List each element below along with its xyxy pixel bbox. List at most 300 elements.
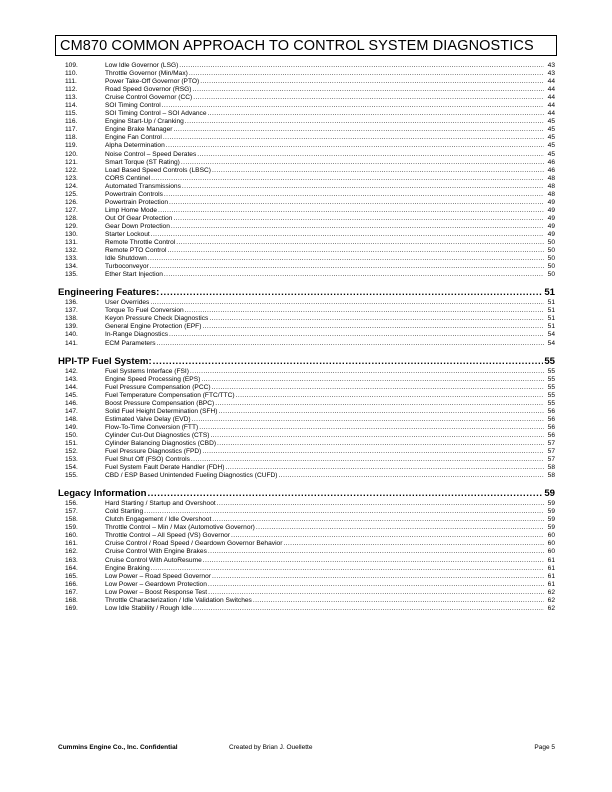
toc-entry-page: 50: [547, 271, 555, 279]
toc-entry-number: 135.: [65, 271, 78, 279]
toc-entry-page: 48: [547, 174, 555, 182]
footer-confidential: Cummins Engine Co., Inc. Confidential: [58, 744, 178, 751]
document-title: CM870 COMMON APPROACH TO CONTROL SYSTEM DIAGNOSTICS: [60, 38, 534, 54]
toc-entry-number: 167.: [65, 588, 78, 596]
toc-entry-label: Cruise Control With AutoResume: [105, 556, 202, 564]
toc-entry-number: 120.: [65, 150, 78, 158]
toc-entry-page: 60: [547, 532, 555, 540]
toc-entry-label: Cruise Control With Engine Brakes: [105, 548, 207, 556]
toc-entry[interactable]: [58, 263, 555, 271]
toc-entry-page: 57: [547, 439, 555, 447]
dot-leader: [185, 307, 544, 315]
dot-leader: [217, 440, 544, 448]
toc-entry-label: Clutch Engagement / Idle Overshoot: [105, 516, 212, 524]
toc-entry-number: 131.: [65, 239, 78, 247]
toc-entry-label: Out Of Gear Protection: [105, 214, 173, 222]
toc-entry-label: Fuel Systems Interface (FSI): [105, 367, 189, 375]
toc-entry-label: Power Take-Off Governor (PTO): [105, 78, 200, 86]
toc-entry-page: 51: [547, 323, 555, 331]
toc-entry[interactable]: [58, 118, 555, 126]
toc-entry-label: Flow-To-Time Conversion (FTT): [105, 423, 199, 431]
toc-entry-number: 162.: [65, 548, 78, 556]
toc-entry-page: 62: [547, 604, 555, 612]
dot-leader: [171, 223, 544, 231]
toc-entry-label: Fuel Pressure Compensation (PCC): [105, 383, 211, 391]
toc-entry-label: Engine Start-Up / Cranking: [105, 118, 184, 126]
dot-leader: [225, 464, 544, 472]
toc-entry-number: 129.: [65, 222, 78, 230]
toc-entry-page: 50: [547, 247, 555, 255]
toc-entry-page: 58: [547, 464, 555, 472]
toc-entry-label: Cruise Control / Road Speed / Geardown Governor Behavior: [105, 540, 283, 548]
toc-entry-label: ECM Parameters: [105, 339, 156, 347]
toc-entry-page: 55: [547, 367, 555, 375]
toc-entry-page: 55: [547, 375, 555, 383]
toc-entry-number: 121.: [65, 158, 78, 166]
toc-entry[interactable]: [58, 340, 555, 348]
toc-entry-label: Low Power – Road Speed Governor: [105, 572, 211, 580]
toc-entry-number: 126.: [65, 198, 78, 206]
toc-entry-number: 146.: [65, 399, 78, 407]
toc-entry[interactable]: [58, 323, 555, 331]
toc-entry-number: 140.: [65, 331, 78, 339]
toc-entry-number: 155.: [65, 472, 78, 480]
toc-entry-page: 44: [547, 94, 555, 102]
toc-entry-label: Cruise Control Governor (CC): [105, 94, 193, 102]
toc-entry[interactable]: [58, 540, 555, 548]
toc-entry-page: 43: [547, 70, 555, 78]
dot-leader: [193, 86, 545, 94]
toc-entry[interactable]: [58, 126, 555, 134]
toc-entry[interactable]: [58, 167, 555, 175]
toc-entry-label: Solid Fuel Height Determination (SFH): [105, 407, 218, 415]
toc-entry[interactable]: [58, 199, 555, 207]
dot-leader: [202, 323, 544, 331]
dot-leader: [151, 231, 544, 239]
toc-entry-label: Engine Braking: [105, 564, 150, 572]
toc-entry[interactable]: [58, 223, 555, 231]
toc-entry-number: 165.: [65, 572, 78, 580]
toc-entry-page: 49: [547, 222, 555, 230]
toc-entry-label: CBD / ESP Based Unintended Fueling Diagnostics (CUFD): [105, 472, 278, 480]
toc-entry-number: 151.: [65, 439, 78, 447]
section-heading[interactable]: [58, 356, 555, 368]
dot-leader: [208, 110, 544, 118]
toc-entry-label: Estimated Valve Delay (EVD): [105, 415, 191, 423]
toc-entry[interactable]: [58, 464, 555, 472]
dot-leader: [176, 239, 544, 247]
toc-entry-number: 154.: [65, 464, 78, 472]
toc-entry-label: Remote Throttle Control: [105, 239, 176, 247]
toc-entry[interactable]: [58, 299, 555, 307]
dot-leader: [201, 376, 544, 384]
toc-entry-page: 57: [547, 448, 555, 456]
toc-entry-number: 116.: [65, 118, 78, 126]
toc-entry-number: 143.: [65, 375, 78, 383]
toc-entry-label: Remote PTO Control: [105, 247, 167, 255]
toc-entry-number: 156.: [65, 500, 78, 508]
toc-entry-page: 50: [547, 255, 555, 263]
dot-leader: [210, 432, 544, 440]
toc-entry-number: 137.: [65, 307, 78, 315]
toc-entry-page: 51: [547, 315, 555, 323]
document-header: [55, 35, 557, 56]
toc-entry-page: 45: [547, 118, 555, 126]
dot-leader: [200, 78, 544, 86]
toc-entry-number: 138.: [65, 315, 78, 323]
toc-entry[interactable]: [58, 456, 555, 464]
toc-entry-number: 160.: [65, 532, 78, 540]
toc-entry-page: 54: [547, 331, 555, 339]
toc-entry-number: 163.: [65, 556, 78, 564]
toc-entry-label: Throttle Control – Min / Max (Automotive Governor): [105, 524, 255, 532]
toc-entry-label: General Engine Protection (EPF): [105, 323, 202, 331]
toc-entry-number: 159.: [65, 524, 78, 532]
dot-leader: [169, 199, 544, 207]
toc-entry-label: Cylinder Balancing Diagnostics (CBD): [105, 439, 217, 447]
toc-entry-page: 56: [547, 423, 555, 431]
toc-entry[interactable]: [58, 315, 555, 323]
dot-leader: [162, 102, 544, 110]
toc-entry-label: Throttle Governor (Min/Max): [105, 70, 188, 78]
toc-entry-page: 58: [547, 472, 555, 480]
toc-entry[interactable]: [58, 432, 555, 440]
toc-entry-page: 54: [547, 339, 555, 347]
section-heading[interactable]: [58, 287, 555, 299]
toc-entry-label: Throttle Characterization / Idle Validation Switches: [105, 596, 252, 604]
toc-entry-page: 59: [547, 508, 555, 516]
toc-entry-number: 113.: [65, 94, 78, 102]
toc-entry-number: 109.: [65, 62, 78, 69]
toc-entry-number: 149.: [65, 423, 78, 431]
toc-entry[interactable]: [58, 368, 555, 376]
toc-entry[interactable]: [58, 400, 555, 408]
dot-leader: [153, 356, 544, 368]
dot-leader: [151, 565, 544, 573]
toc-entry-page: 59: [547, 500, 555, 508]
dot-leader: [202, 448, 544, 456]
toc-entry[interactable]: [58, 175, 555, 183]
dot-leader: [253, 597, 544, 605]
toc-entry[interactable]: [58, 331, 555, 339]
toc-entry[interactable]: [58, 307, 555, 315]
dot-leader: [182, 183, 544, 191]
section-heading-page: 51: [544, 287, 555, 299]
toc-entry[interactable]: [58, 597, 555, 605]
toc-entry-label: Load Based Speed Controls (LBSC): [105, 166, 211, 174]
toc-entry-number: 117.: [65, 126, 78, 134]
toc-entry-page: 61: [547, 572, 555, 580]
dot-leader: [150, 263, 544, 271]
toc-entry-number: 114.: [65, 102, 78, 110]
dot-leader: [158, 207, 544, 215]
toc-entry-label: Fuel Pressure Diagnostics (FPD): [105, 448, 202, 456]
toc-entry[interactable]: [58, 508, 555, 516]
toc-entry[interactable]: [58, 605, 555, 613]
toc-entry-label: Boost Pressure Compensation (BPC): [105, 399, 215, 407]
dot-leader: [215, 400, 544, 408]
dot-leader: [256, 524, 544, 532]
dot-leader: [199, 424, 544, 432]
dot-leader: [150, 299, 544, 307]
dot-leader: [164, 191, 544, 199]
dot-leader: [193, 605, 544, 613]
toc-entry[interactable]: [58, 548, 555, 556]
dot-leader: [212, 516, 544, 524]
toc-entry-page: 45: [547, 134, 555, 142]
toc-entry-label: Smart Torque (ST Rating): [105, 158, 180, 166]
dot-leader: [190, 368, 544, 376]
toc-entry-page: 48: [547, 182, 555, 190]
toc-entry-page: 49: [547, 198, 555, 206]
toc-entry-number: 153.: [65, 456, 78, 464]
toc-entry-page: 59: [547, 524, 555, 532]
toc-entry[interactable]: [58, 142, 555, 150]
toc-entry[interactable]: [58, 255, 555, 263]
page-footer: [58, 744, 555, 754]
toc-entry-label: Fuel System Fault Derate Handler (FDH): [105, 464, 225, 472]
toc-entry[interactable]: [58, 271, 555, 279]
toc-entry-label: Idle Shutdown: [105, 255, 147, 263]
toc-entry-number: 118.: [65, 134, 78, 142]
toc-entry[interactable]: [58, 589, 555, 597]
toc-entry-number: 164.: [65, 564, 78, 572]
toc-entry[interactable]: [58, 573, 555, 581]
toc-entry[interactable]: [58, 565, 555, 573]
dot-leader: [148, 488, 544, 500]
toc-entry-number: 133.: [65, 255, 78, 263]
dot-leader: [193, 94, 544, 102]
toc-entry-label: Alpha Determination: [105, 142, 165, 150]
toc-entry-label: Low Idle Governor (LSG): [105, 62, 179, 69]
toc-entry[interactable]: [58, 392, 555, 400]
toc-entry-number: 147.: [65, 407, 78, 415]
toc-entry[interactable]: [58, 408, 555, 416]
toc-entry-page: 44: [547, 86, 555, 94]
toc-entry-label: Road Speed Governor (RSG): [105, 86, 192, 94]
toc-entry-label: Torque To Fuel Conversion: [105, 307, 184, 315]
toc-entry[interactable]: [58, 86, 555, 94]
toc-entry-number: 145.: [65, 391, 78, 399]
toc-entry-page: 56: [547, 431, 555, 439]
toc-entry-number: 150.: [65, 431, 78, 439]
section-heading-page: 55: [544, 355, 555, 367]
dot-leader: [164, 271, 544, 279]
section-heading-label: Engineering Features:: [58, 287, 160, 299]
toc-entry-label: Throttle Control – All Speed (VS) Governor: [105, 532, 230, 540]
toc-entry-page: 57: [547, 456, 555, 464]
dot-leader: [212, 573, 544, 581]
toc-entry[interactable]: [58, 110, 555, 118]
toc-entry-page: 44: [547, 78, 555, 86]
toc-entry-number: 134.: [65, 263, 78, 271]
toc-entry-number: 144.: [65, 383, 78, 391]
dot-leader: [212, 384, 544, 392]
dot-leader: [192, 416, 544, 424]
toc-entry-label: Ether Start Injection: [105, 271, 163, 279]
toc-entry[interactable]: [58, 516, 555, 524]
section-heading-label: HPI-TP Fuel System:: [58, 355, 152, 367]
toc-entry[interactable]: [58, 500, 555, 508]
toc-entry-page: 61: [547, 580, 555, 588]
toc-entry-label: Low Idle Stability / Rough Idle: [105, 604, 192, 612]
footer-author: Created by Brian J. Ouellette: [229, 744, 313, 751]
dot-leader: [157, 340, 544, 348]
dot-leader: [279, 472, 545, 480]
toc-entry[interactable]: [58, 151, 555, 159]
toc-entry-label: User Overrides: [105, 299, 150, 307]
toc-entry-page: 43: [547, 62, 555, 69]
toc-entry-number: 115.: [65, 110, 78, 118]
toc-entry-number: 119.: [65, 142, 78, 150]
toc-entry[interactable]: [58, 215, 555, 223]
toc-entry[interactable]: [58, 532, 555, 540]
toc-entry-page: 44: [547, 110, 555, 118]
toc-entry-number: 157.: [65, 508, 78, 516]
toc-entry-label: Gear Down Protection: [105, 222, 170, 230]
toc-entry-page: 59: [547, 516, 555, 524]
toc-entry-page: 51: [547, 307, 555, 315]
dot-leader: [181, 159, 544, 167]
dot-leader: [231, 532, 544, 540]
toc-entry-page: 55: [547, 383, 555, 391]
toc-entry-page: 46: [547, 158, 555, 166]
toc-entry-number: 110.: [65, 70, 78, 78]
toc-entry-number: 124.: [65, 182, 78, 190]
section-heading-page: 59: [544, 488, 555, 500]
section-heading-label: Legacy Information: [58, 488, 147, 500]
dot-leader: [191, 456, 544, 464]
toc-entry-label: SOI Timing Control: [105, 102, 161, 110]
toc-entry-number: 127.: [65, 206, 78, 214]
toc-entry-number: 130.: [65, 230, 78, 238]
toc-entry-label: Cylinder Cut-Out Diagnostics (CTS): [105, 431, 210, 439]
dot-leader: [212, 167, 544, 175]
toc-entry-number: 141.: [65, 339, 78, 347]
dot-leader: [173, 126, 544, 134]
toc-entry-page: 62: [547, 588, 555, 596]
dot-leader: [189, 70, 544, 78]
toc-entry-number: 111.: [65, 78, 77, 86]
toc-entry[interactable]: [58, 524, 555, 532]
toc-entry-page: 49: [547, 206, 555, 214]
toc-entry[interactable]: [58, 94, 555, 102]
toc-entry-label: Keyon Pressure Check Diagnostics: [105, 315, 209, 323]
toc-entry-page: 55: [547, 399, 555, 407]
table-of-contents: [58, 62, 555, 613]
section-heading[interactable]: [58, 488, 555, 500]
toc-entry[interactable]: [58, 448, 555, 456]
dot-leader: [236, 392, 544, 400]
dot-leader: [219, 408, 544, 416]
toc-entry-label: Starter Lockout: [105, 230, 150, 238]
toc-entry-page: 56: [547, 407, 555, 415]
toc-entry[interactable]: [58, 440, 555, 448]
footer-page-number: Page 5: [534, 744, 555, 751]
toc-entry-label: Fuel Temperature Compensation (FTC/TTC): [105, 391, 235, 399]
toc-entry-page: 56: [547, 415, 555, 423]
toc-entry-number: 166.: [65, 580, 78, 588]
dot-leader: [169, 331, 544, 339]
toc-entry-page: 49: [547, 230, 555, 238]
toc-entry-number: 128.: [65, 214, 78, 222]
toc-entry-label: CORS Centinel: [105, 174, 151, 182]
dot-leader: [167, 247, 544, 255]
toc-entry-label: SOI Timing Control – SOI Advance: [105, 110, 207, 118]
toc-entry[interactable]: [58, 424, 555, 432]
dot-leader: [144, 508, 544, 516]
toc-entry[interactable]: [58, 159, 555, 167]
toc-entry-label: Turboconveyor: [105, 263, 149, 271]
toc-entry-label: Engine Fan Control: [105, 134, 162, 142]
toc-entry-page: 45: [547, 126, 555, 134]
toc-entry-label: Hard Starting / Startup and Overshoot: [105, 500, 216, 508]
dot-leader: [148, 255, 544, 263]
toc-entry[interactable]: [58, 102, 555, 110]
toc-entry-label: Engine Brake Manager: [105, 126, 173, 134]
toc-entry-number: 169.: [65, 604, 78, 612]
dot-leader: [197, 151, 544, 159]
toc-entry-page: 60: [547, 548, 555, 556]
toc-entry[interactable]: [58, 134, 555, 142]
toc-entry[interactable]: [58, 557, 555, 565]
toc-entry[interactable]: [58, 78, 555, 86]
toc-entry-label: Powertrain Protection: [105, 198, 169, 206]
toc-entry-number: 139.: [65, 323, 78, 331]
toc-entry-number: 148.: [65, 415, 78, 423]
toc-entry-number: 168.: [65, 596, 78, 604]
dot-leader: [173, 215, 544, 223]
toc-entry-page: 51: [547, 299, 555, 307]
toc-entry[interactable]: [58, 62, 555, 70]
toc-entry[interactable]: [58, 183, 555, 191]
toc-entry-number: 122.: [65, 166, 78, 174]
toc-entry[interactable]: [58, 231, 555, 239]
toc-entry-number: 125.: [65, 190, 78, 198]
dot-leader: [208, 548, 544, 556]
toc-entry[interactable]: [58, 191, 555, 199]
toc-entry[interactable]: [58, 581, 555, 589]
dot-leader: [208, 581, 544, 589]
toc-entry[interactable]: [58, 376, 555, 384]
toc-entry-page: 45: [547, 150, 555, 158]
dot-leader: [160, 287, 543, 299]
toc-entry[interactable]: [58, 384, 555, 392]
toc-entry-label: Powertrain Controls: [105, 190, 163, 198]
toc-entry-label: Cold Starting: [105, 508, 144, 516]
toc-entry[interactable]: [58, 207, 555, 215]
toc-entry-page: 62: [547, 596, 555, 604]
toc-entry-label: Noise Control – Speed Derates: [105, 150, 197, 158]
toc-entry[interactable]: [58, 239, 555, 247]
toc-entry-number: 123.: [65, 174, 78, 182]
toc-entry[interactable]: [58, 70, 555, 78]
toc-entry[interactable]: [58, 472, 555, 480]
toc-entry-number: 161.: [65, 540, 78, 548]
toc-entry-label: Engine Speed Processing (EPS): [105, 375, 201, 383]
toc-entry-page: 50: [547, 263, 555, 271]
toc-entry[interactable]: [58, 247, 555, 255]
toc-entry-number: 136.: [65, 299, 78, 307]
toc-entry[interactable]: [58, 416, 555, 424]
toc-entry-label: Limp Home Mode: [105, 206, 158, 214]
dot-leader: [217, 500, 544, 508]
toc-entry-label: In-Range Diagnostics: [105, 331, 169, 339]
toc-entry-number: 132.: [65, 247, 78, 255]
toc-entry-page: 60: [547, 540, 555, 548]
dot-leader: [185, 118, 544, 126]
toc-entry-page: 46: [547, 166, 555, 174]
